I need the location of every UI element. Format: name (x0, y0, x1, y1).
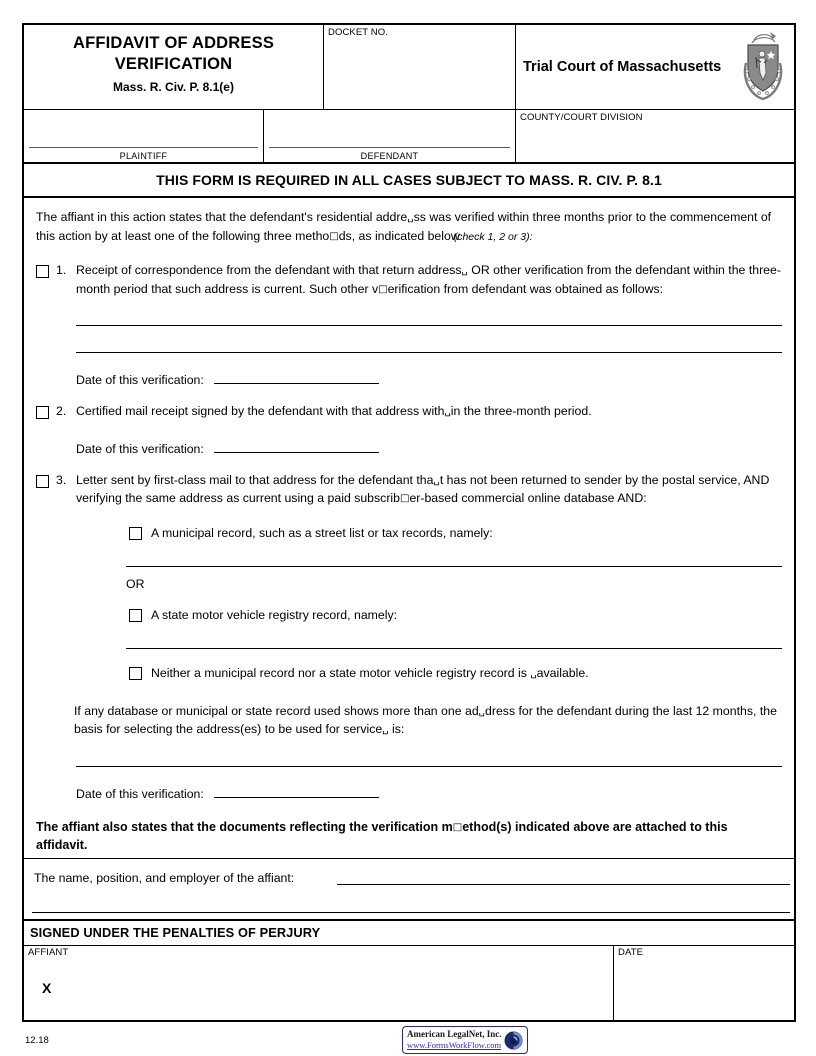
option-3-checkbox[interactable] (36, 475, 49, 488)
form-outer-frame (22, 23, 796, 1022)
option-2-glyph-1: ␣ (444, 406, 451, 417)
affiant-signature-field[interactable] (24, 946, 614, 1020)
option-1-glyph-1: ␣ (461, 265, 468, 276)
plaintiff-caption: PLAINTIFF (119, 151, 168, 161)
defendant-rule (269, 147, 510, 148)
sub-option-neither-text-a: Neither a municipal record nor a state motor vehicle registry record is (151, 665, 531, 680)
sub-option-registry-record-write-in[interactable] (126, 648, 782, 649)
sub-option-neither-text-b: available. (536, 665, 589, 680)
option-3-date-line[interactable] (36, 785, 782, 801)
option-1-checkbox[interactable] (36, 265, 49, 278)
docket-number-label: DOCKET NO. (328, 27, 388, 38)
form-title-block (24, 25, 324, 109)
form-header (24, 25, 794, 110)
legalnet-url[interactable]: www.FormsWorkFlow.com (407, 1040, 502, 1050)
option-1-write-in-line-1[interactable] (76, 325, 782, 326)
option-2-row[interactable] (36, 403, 782, 422)
sub-option-neither-text (142, 665, 589, 683)
court-name: Trial Court of Massachusetts (523, 59, 722, 75)
multi-address-write-in-line[interactable] (76, 766, 782, 767)
legalnet-company-name: American LegalNet, Inc. (407, 1029, 502, 1039)
affiant-name-label: The name, position, and employer of the affiant: (34, 870, 295, 885)
intro-check-instruction: (check 1, 2 or 3): (453, 230, 533, 243)
option-1-write-in-line-2[interactable] (76, 352, 782, 353)
swirl-logo-icon (504, 1031, 523, 1050)
option-1-date-label: Date of this verification: (76, 373, 204, 387)
option-1-text-c: erification from defendant was obtained as follows: (387, 281, 664, 296)
affiant-name-section[interactable] (24, 859, 794, 921)
option-3-date-label: Date of this verification: (76, 786, 204, 801)
form-title-line-2: VERIFICATION (114, 55, 233, 73)
option-3-text (76, 472, 782, 509)
option-3-date-value[interactable] (214, 785, 379, 798)
option-2-number: 2. (56, 404, 67, 418)
intro-line2-a: commencement of this action by at least one of the following three metho (36, 210, 772, 243)
intro-line1-glyph: ␣ (407, 212, 414, 223)
affiant-statement-text-b: ethod(s) indicated above are attached to this affidavit. (36, 819, 728, 852)
option-2-date-value[interactable] (214, 440, 379, 453)
affiant-statement-glyph: □ (452, 821, 463, 833)
option-3-glyph-1: ␣ (433, 474, 440, 486)
rule-reference: Mass. R. Civ. P. 8.1(e) (113, 80, 234, 94)
option-3-text-c: er-based commercial online database AND: (409, 491, 647, 505)
intro-paragraph (36, 209, 782, 246)
american-legalnet-badge[interactable] (402, 1026, 528, 1054)
multi-address-glyph-2: ␣ (382, 724, 389, 735)
county-court-division-field[interactable] (516, 110, 794, 162)
required-form-banner-text: THIS FORM IS REQUIRED IN ALL CASES SUBJECT TO MASS. R. CIV. P. 8.1 (156, 172, 662, 188)
intro-line1-b: ss was verified within three months prior to the (413, 210, 667, 224)
docket-number-field[interactable] (324, 25, 516, 109)
option-1-text-a: Receipt of correspondence from the defendant with that return address (76, 263, 462, 277)
option-2-checkbox[interactable] (36, 406, 49, 419)
option-3-text-b: t has not been returned to sender by the postal service, AND verifying the same address as current using a paid subscrib (76, 472, 770, 505)
court-identification-block (516, 25, 794, 109)
option-2-text-b: in the three-month period. (450, 404, 592, 418)
sub-option-neither-glyph: ␣ (530, 667, 537, 679)
option-3-glyph-2: □ (399, 493, 410, 504)
intro-line2-glyph: □ (329, 230, 339, 242)
option-1-text (76, 262, 782, 299)
option-2-text (76, 403, 782, 422)
signature-row (24, 946, 794, 1020)
plaintiff-field[interactable] (24, 110, 264, 162)
option-3-text-a: Letter sent by first-class mail to that address for the defendant tha (76, 472, 434, 487)
option-3-row[interactable] (36, 472, 782, 509)
option-1-row[interactable] (36, 262, 782, 299)
legalnet-text-block (407, 1029, 501, 1051)
multi-address-text-c: is: (388, 722, 405, 736)
affidavit-body (24, 198, 794, 859)
defendant-field[interactable] (264, 110, 516, 162)
affiant-attachment-statement (36, 819, 782, 854)
signature-date-field[interactable] (614, 946, 794, 1020)
option-1-number: 1. (56, 263, 67, 277)
sub-option-municipal-record-checkbox[interactable] (129, 527, 142, 540)
sub-option-municipal-record-text: A municipal record, such as a street list or tax records, namely: (151, 525, 493, 540)
multi-address-text-b: dress for the defendant during the last 12 months, the basis for selecting the address(es) to be used for service (74, 703, 777, 736)
sub-option-registry-record-checkbox[interactable] (129, 609, 142, 622)
defendant-caption: DEFENDANT (360, 151, 419, 161)
sub-option-neither-checkbox[interactable] (129, 667, 142, 680)
plaintiff-rule (29, 147, 258, 148)
option-1-date-line[interactable] (36, 371, 782, 387)
sub-option-registry-record-row[interactable] (36, 607, 782, 624)
option-1-date-value[interactable] (214, 371, 379, 384)
multi-address-text-a: If any database or municipal or state record used shows more than one ad (74, 703, 479, 718)
sub-option-municipal-record-row[interactable] (36, 525, 782, 542)
intro-line1-a: The affiant in this action states that the defendant's residential addre (36, 210, 408, 224)
option-2-date-line[interactable] (36, 440, 782, 456)
perjury-text: SIGNED UNDER THE PENALTIES OF PERJURY (30, 925, 321, 940)
required-form-banner (24, 164, 794, 198)
option-3-number: 3. (56, 472, 67, 487)
perjury-bar (24, 921, 794, 946)
sub-option-municipal-record-write-in[interactable] (126, 566, 782, 567)
affiant-name-write-in-line-1[interactable] (337, 884, 790, 885)
multi-address-paragraph (36, 703, 782, 740)
signature-date-label: DATE (618, 946, 644, 958)
massachusetts-state-seal-icon (740, 27, 786, 107)
option-2-text-a: Certified mail receipt signed by the defendant with that address with (76, 404, 445, 418)
county-court-division-label: COUNTY/COURT DIVISION (520, 112, 643, 123)
sub-option-or-divider: OR (126, 576, 145, 591)
option-1-glyph-2: □ (378, 283, 388, 295)
option-2-date-label: Date of this verification: (76, 441, 204, 456)
form-title-line-1: AFFIDAVIT OF ADDRESS (72, 34, 275, 52)
form-revision-number: 12.18 (25, 1035, 49, 1046)
affiant-name-write-in-line-2[interactable] (32, 912, 790, 913)
affiant-statement-text-a: The affiant also states that the documents reflecting the verification m (36, 819, 453, 834)
intro-line2-b: ds, as indicated below (338, 228, 460, 243)
parties-row (24, 110, 794, 164)
option-1-text-b: OR other verification from the defendant within the three-month period that such address is current. Such other v (76, 263, 781, 296)
sub-option-neither-row[interactable] (36, 665, 782, 683)
affiant-signature-label: AFFIANT (28, 946, 69, 958)
sub-option-registry-record-text: A state motor vehicle registry record, namely: (151, 607, 398, 622)
signature-mark: X (42, 979, 52, 996)
multi-address-glyph-1: ␣ (478, 705, 486, 717)
